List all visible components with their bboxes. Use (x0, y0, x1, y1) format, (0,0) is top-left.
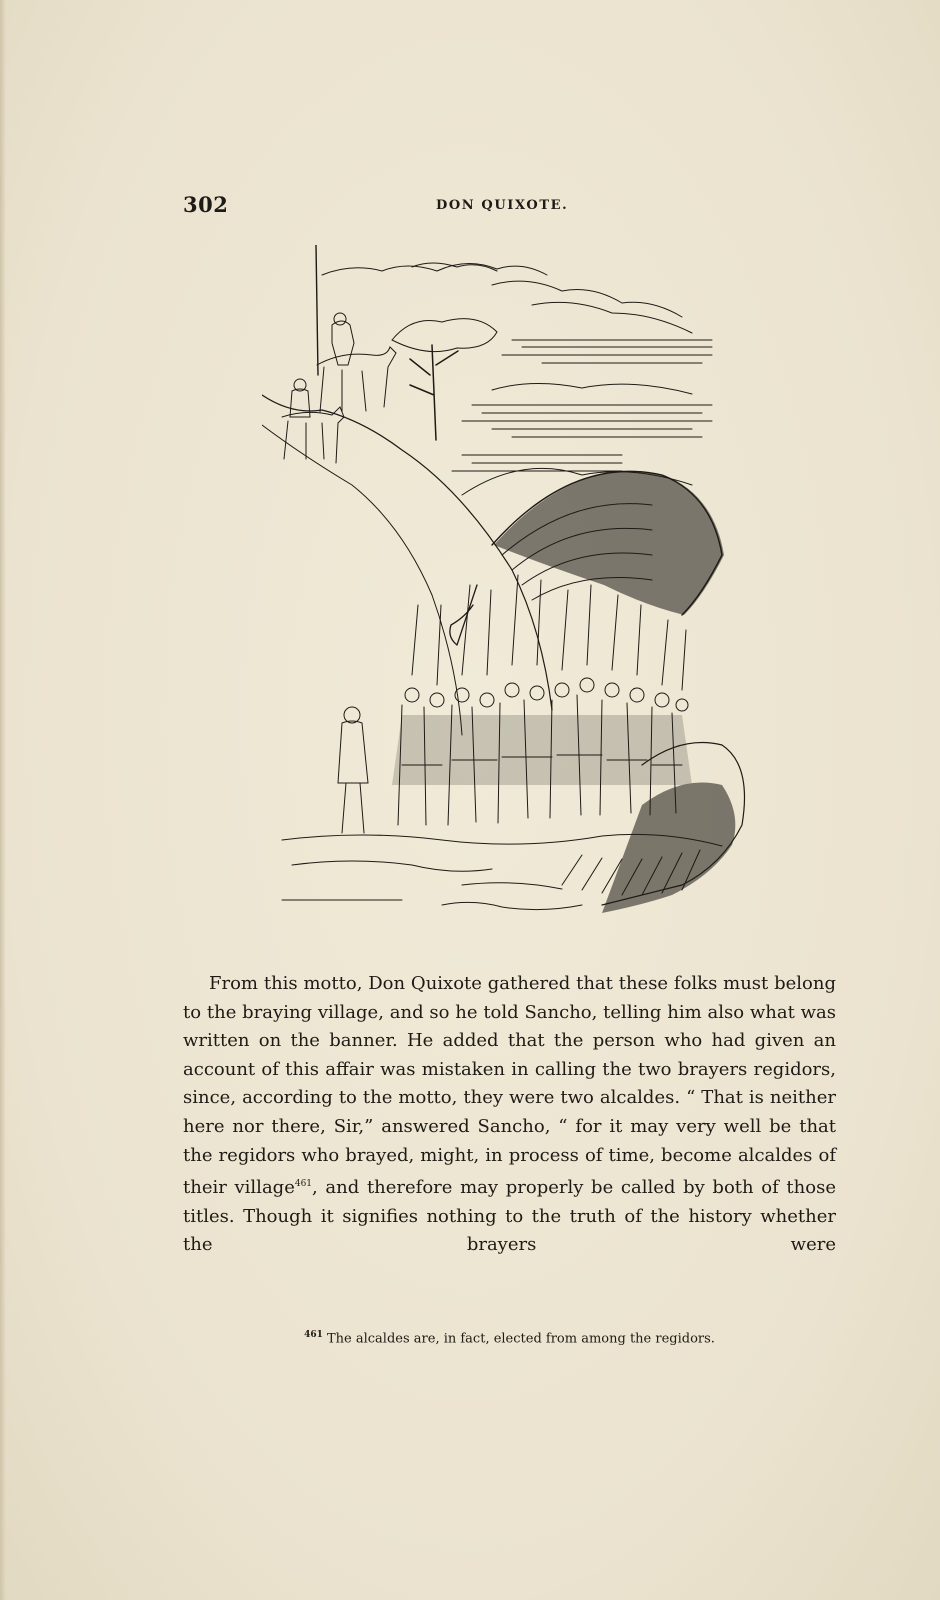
paragraph-part2: , and therefore may properly be called by both of those titles. Though it signifies nothing to the truth of the history whether the brayers were (183, 1177, 836, 1256)
paragraph (183, 970, 836, 1260)
engraving-icon (262, 245, 762, 925)
footnote-text: The alcaldes are, in fact, elected from among the regidors. (327, 1331, 715, 1347)
footnote-number: 461 (304, 1330, 323, 1340)
page-number: 302 (183, 192, 229, 217)
page-spine-shadow (0, 0, 6, 1600)
running-header (183, 192, 835, 224)
footnote (183, 1330, 836, 1346)
body-text (183, 970, 836, 1260)
footnote-reference[interactable]: 461 (294, 1179, 313, 1190)
paragraph-part1: From this motto, Don Quixote gathered that these folks must belong to the braying village, and so he told Sancho, telling him also what was written on the banner. He added that the person who had given an account of this affair was mistaken in calling the two brayers regidors, since, according to the motto, they were two alcaldes. “ That is neither here nor there, Sir,” answered Sancho, “ for it may very well be that the regidors who brayed, might, in process of time, become alcaldes of their village (183, 973, 836, 1199)
running-title: DON QUIXOTE. (436, 198, 569, 213)
engraving-illustration (262, 245, 762, 925)
